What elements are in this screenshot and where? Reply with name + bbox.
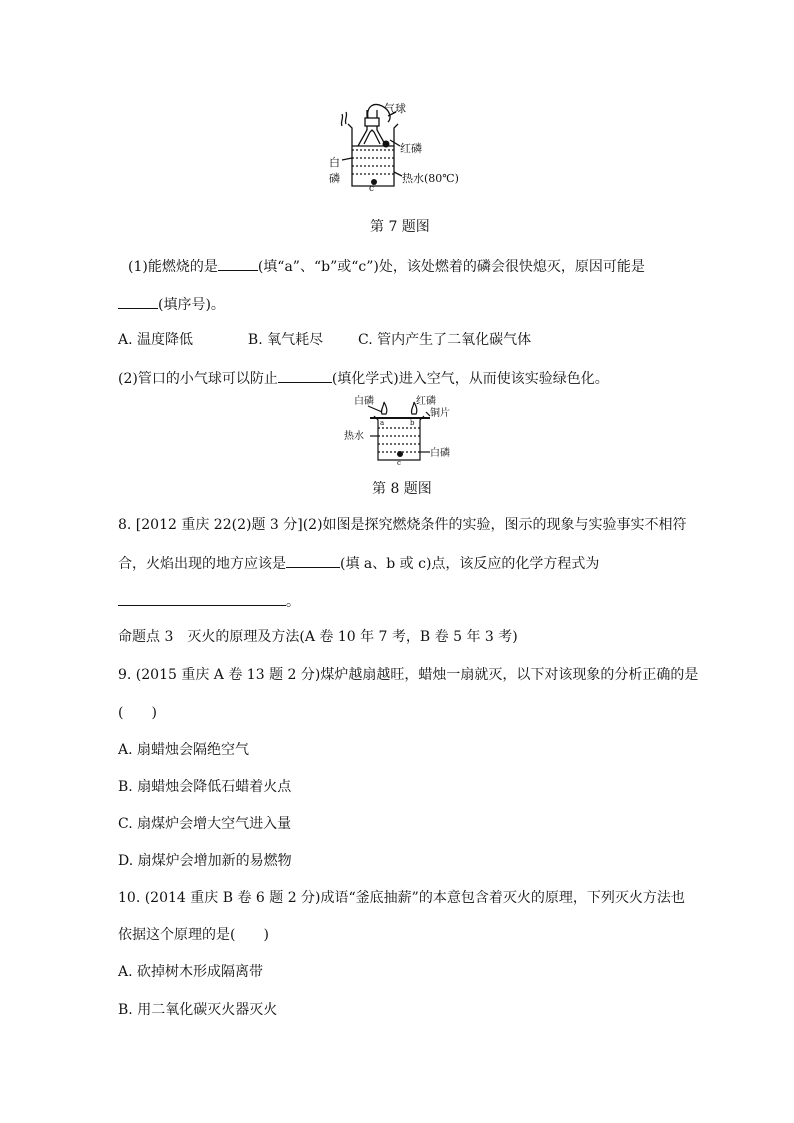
q7-option-c: C. 管内产生了二氧化碳气体 [358, 332, 532, 348]
q9-line2: ( ) [118, 705, 157, 721]
q7-blank-3 [278, 368, 332, 383]
flame-a [381, 402, 386, 414]
label-red-phosphorus: 红磷 [400, 142, 422, 155]
q9-option-d: D. 扇煤炉会增加新的易燃物 [118, 853, 292, 869]
q8-line3 [118, 591, 300, 611]
beaker-outline [348, 124, 398, 186]
q7-p2-text-b: (填化学式)进入空气，从而使该实验绿色化。 [331, 371, 609, 387]
label-c: c [369, 184, 375, 192]
q8-line1: 8. [2012 重庆 22(2)题 3 分](2)如图是探究燃烧条件的实验，图示的现象与实验事实不相符 [118, 517, 687, 533]
label-white-1: 白 [329, 156, 340, 169]
q8-end: 。 [286, 594, 300, 610]
stopper [365, 118, 379, 126]
fig8-label-red: 红磷 [416, 396, 436, 407]
section-3-heading: 命题点 3 灭火的原理及方法(A 卷 10 年 7 考，B 卷 5 年 3 考) [118, 629, 518, 645]
q7-option-b: B. 氧气耗尽 [247, 332, 324, 348]
q10-line1: 10. (2014 重庆 B 卷 6 题 2 分)成语“釜底抽薪”的本意包含着灭火的原理，下列灭火方法也 [118, 890, 685, 906]
label-hot-water: 热水(80℃) [402, 172, 459, 185]
figure-8-diagram [340, 394, 460, 466]
q7-options [118, 331, 531, 349]
q7-part1-line2 [118, 294, 225, 314]
label-white-2: 磷 [329, 172, 340, 185]
q8-text-b: (填 a、b 或 c)点，该反应的化学方程式为 [340, 556, 600, 572]
q10-option-a: A. 砍掉树木形成隔离带 [118, 964, 264, 980]
fig8-label-a: a [380, 419, 385, 427]
q8-blank-2 [118, 591, 286, 606]
q8-line2 [118, 553, 599, 573]
label-balloon: 气球 [384, 102, 406, 115]
q7-p1-text-b: (填“a”、“b”或“c”)处，该处燃着的磷会很快熄灭，原因可能是 [257, 259, 645, 275]
fig8-label-white-bottom: 白磷 [430, 448, 450, 459]
fig8-label-copper: 铜片 [430, 408, 450, 419]
q7-part1-line1 [128, 256, 645, 276]
fig8-label-b: b [410, 419, 415, 427]
q10-option-b: B. 用二氧化碳灭火器灭火 [118, 1002, 278, 1018]
q9-option-a: A. 扇蜡烛会隔绝空气 [118, 742, 250, 758]
figure-7-caption: 第 7 题图 [370, 219, 430, 235]
red-phosphorus-dot [383, 141, 390, 148]
q7-p1-text-a: (1)能燃烧的是 [128, 259, 218, 275]
q7-blank-2 [118, 294, 158, 309]
q10-line2: 依据这个原理的是( ) [118, 927, 269, 943]
q7-blank-1 [218, 256, 258, 271]
white-phosphorus-8 [397, 451, 403, 457]
q9-line1: 9. (2015 重庆 A 卷 13 题 2 分)煤炉越扇越旺，蜡烛一扇就灭，以下对该现象的分析正确的是 [118, 667, 699, 683]
q7-p2-text-a: (2)管口的小气球可以防止 [118, 371, 278, 387]
q7-option-a: A. 温度降低 [118, 332, 194, 348]
q8-blank-1 [286, 553, 340, 568]
q9-option-c: C. 扇煤炉会增大空气进入量 [118, 816, 292, 832]
q7-part2 [118, 368, 609, 388]
fig8-label-water: 热水 [344, 431, 364, 442]
q8-text-a: 合，火焰出现的地方应该是 [118, 556, 286, 572]
figure-8-caption: 第 8 题图 [372, 481, 432, 497]
q9-option-b: B. 扇蜡烛会降低石蜡着火点 [118, 779, 292, 795]
fig8-label-c: c [397, 459, 401, 466]
figure-7-diagram [322, 100, 472, 192]
fig8-label-white-top: 白磷 [354, 396, 374, 407]
q7-p1-text-c: (填序号)。 [158, 297, 225, 313]
